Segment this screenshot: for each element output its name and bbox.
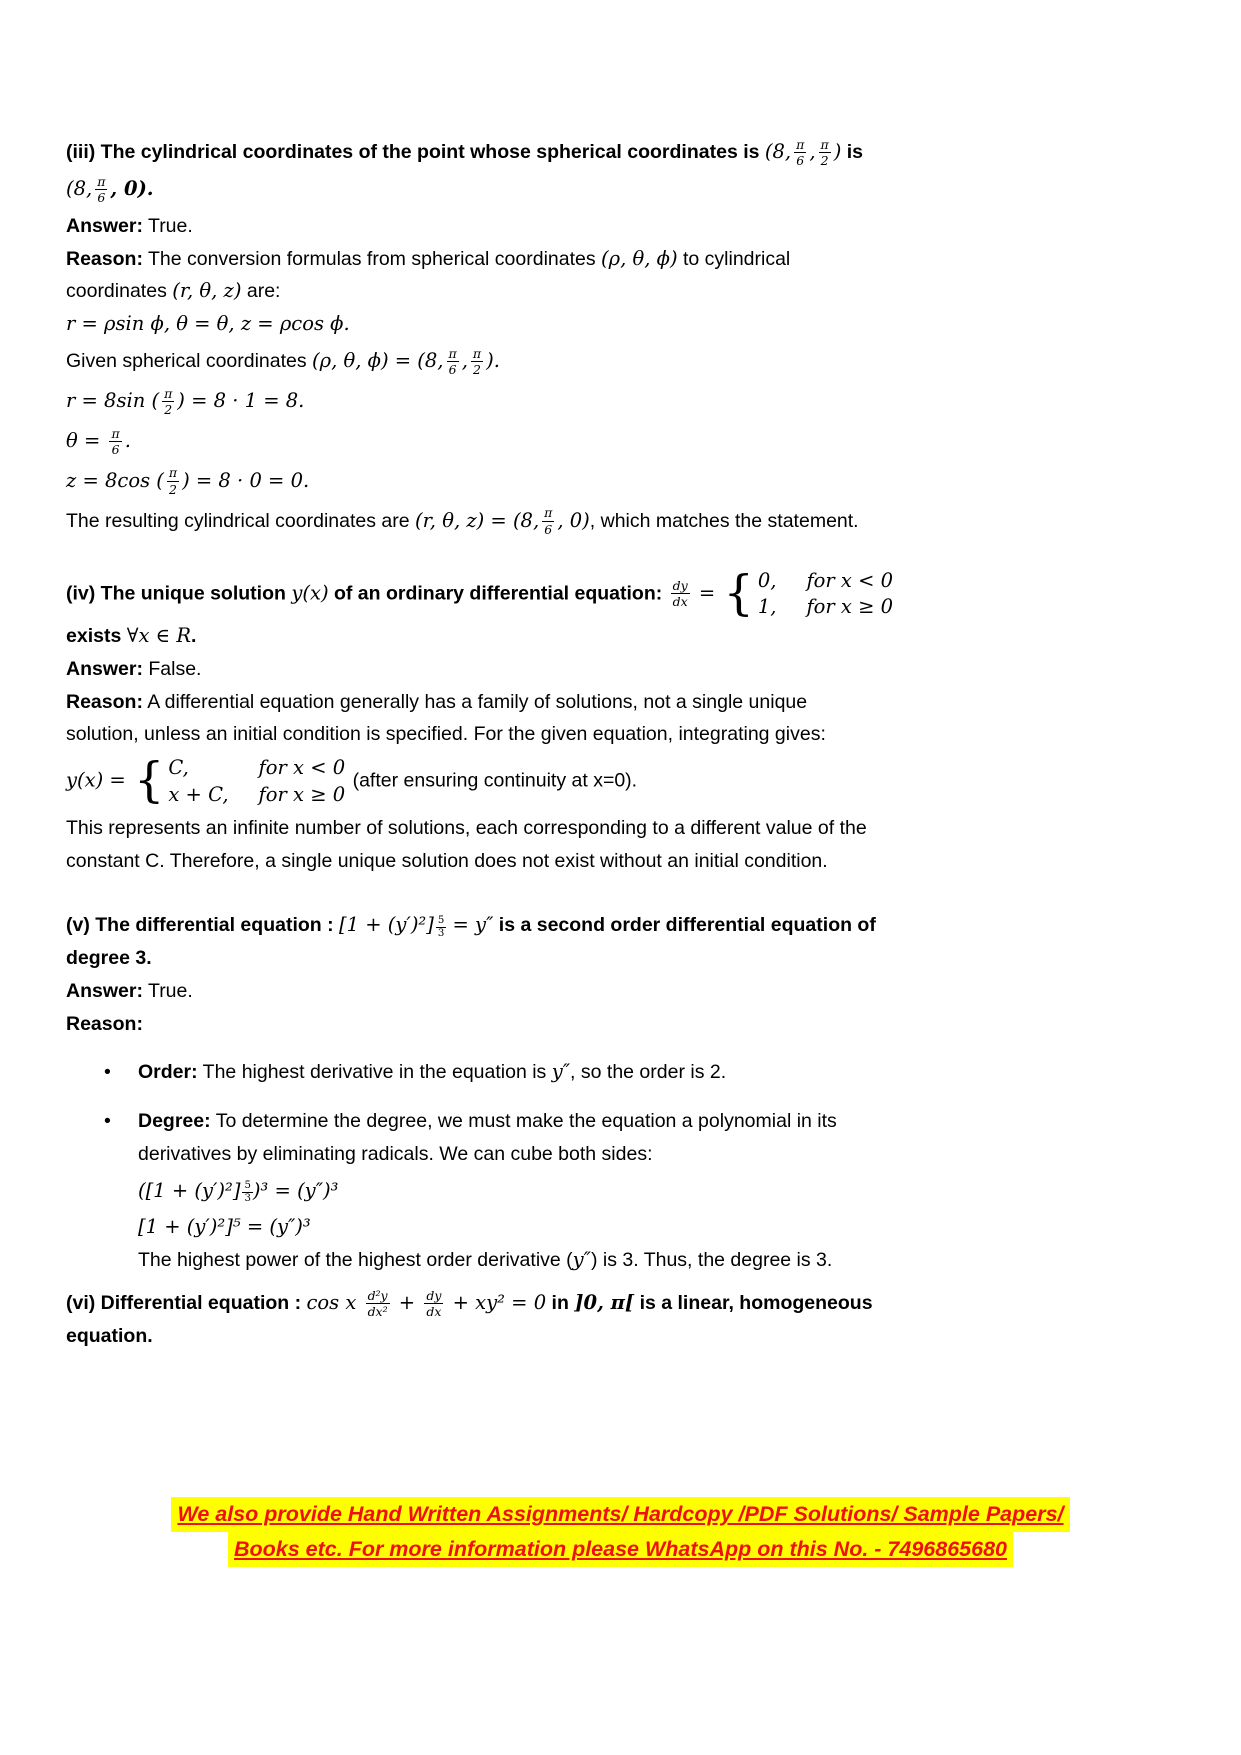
answer-value: False. — [142, 657, 202, 680]
math-expr: r = ρsin ϕ, θ = θ, z = ρcos ϕ. — [66, 312, 350, 336]
reason-text: coordinates — [66, 280, 173, 303]
math-expr: (8, — [66, 176, 93, 200]
fraction-numerator: π — [796, 136, 805, 152]
fraction-d2y-dx2 — [366, 1288, 390, 1320]
math-expr: ). — [486, 348, 500, 372]
fraction-denominator: 2 — [473, 362, 481, 378]
math-expr: (ρ, θ, ϕ) — [601, 246, 678, 270]
document-body — [66, 136, 1184, 1353]
statement-iv-line-2 — [66, 620, 1184, 653]
piecewise-function — [723, 565, 894, 621]
section-vi — [66, 1287, 1184, 1353]
fraction-pi-over-6 — [447, 346, 459, 378]
fraction-pi-over-6 — [542, 505, 554, 537]
statement-v-line-1 — [66, 909, 1184, 942]
cube-equation-2 — [138, 1211, 1184, 1244]
math-expr: = y″ — [446, 913, 494, 937]
case-condition: for x < 0 — [258, 756, 346, 780]
fraction-numerator: π — [448, 345, 457, 361]
math-expr: ([1 + (y′)²] — [138, 1178, 241, 1202]
cube-equation-1 — [138, 1175, 1184, 1208]
body-text: (after ensuring continuity at x=0). — [347, 769, 638, 792]
statement-text: (iii) The cylindrical coordinates of the point whose spherical coordinates is — [66, 141, 765, 163]
math-expr: , — [461, 348, 468, 372]
fraction-denominator: 6 — [97, 190, 106, 206]
case-value: C, — [168, 756, 189, 780]
math-expr: , — [809, 140, 816, 163]
math-expr: y(x) = — [66, 768, 132, 792]
math-expr: [1 + (y′)²] — [339, 913, 434, 937]
math-expr: y″ — [551, 1060, 571, 1084]
statement-text: is a second order differential equation of — [493, 914, 876, 937]
case-value: x + C, — [168, 782, 229, 806]
fraction-denominator: 2 — [164, 402, 173, 418]
statement-text: . — [191, 625, 197, 648]
answer-label: Answer: — [66, 657, 143, 680]
fraction-denominator: 2 — [169, 482, 177, 498]
conversion-formula — [66, 308, 1184, 341]
statement-text: exists — [66, 625, 127, 648]
fraction-denominator: 3 — [437, 927, 445, 939]
fraction-numerator: 5 — [436, 915, 446, 928]
fraction-denominator: 2 — [820, 153, 829, 169]
fraction-dy-dx — [671, 578, 690, 610]
math-expr: ∀x ∈ R — [126, 624, 191, 648]
fraction-denominator: dx — [426, 1304, 442, 1320]
fraction-numerator: π — [164, 385, 173, 401]
body-text: This represents an infinite number of solutions, each corresponding to a different value of the — [66, 816, 867, 839]
left-brace: { — [133, 753, 165, 809]
statement-text: is — [841, 141, 864, 163]
section-iv — [66, 565, 1184, 878]
fraction-numerator: dy — [426, 1287, 442, 1303]
bullet-icon: • — [104, 1061, 111, 1084]
statement-vi-line-1 — [66, 1287, 1184, 1320]
math-expr: y(x) — [291, 581, 329, 605]
fraction-numerator: π — [472, 345, 482, 361]
reason-line-1 — [66, 243, 1184, 276]
explanation-line-2 — [66, 845, 1184, 878]
math-expr: = — [692, 581, 722, 605]
reason-text: to cylindrical — [677, 247, 791, 270]
section-v — [66, 909, 1184, 1277]
body-text: The highest power of the highest order derivative ( — [138, 1249, 573, 1272]
fraction-denominator: dx — [672, 594, 688, 610]
explanation-line-1 — [66, 812, 1184, 845]
fraction-denominator: 3 — [244, 1193, 251, 1205]
fraction-pi-over-6 — [95, 174, 107, 206]
math-expr: )³ = (y″)³ — [252, 1178, 339, 1202]
answer-label: Answer: — [66, 979, 143, 1002]
body-text: Given spherical coordinates — [66, 349, 313, 372]
promo-footer — [0, 1497, 1241, 1567]
fraction-denominator: 6 — [796, 153, 805, 169]
math-expr: y″ — [572, 1248, 591, 1272]
reason-text: are: — [241, 280, 281, 303]
fraction-numerator: dy — [672, 577, 688, 593]
body-text: constant C. Therefore, a single unique solution does not exist without an initial condition. — [66, 849, 828, 872]
case-condition: for x < 0 — [806, 568, 894, 592]
fraction-denominator: dx² — [367, 1304, 388, 1320]
case-value: 0, — [757, 568, 777, 592]
fraction-dy-dx — [424, 1288, 443, 1320]
statement-text: (vi) Differential equation : — [66, 1291, 307, 1314]
answer-value: True. — [142, 979, 193, 1002]
math-expr: ) = 8 · 1 = 8. — [177, 388, 305, 412]
bullet-degree-body — [138, 1105, 1184, 1277]
bullet-degree — [104, 1105, 1184, 1277]
fraction-pi-over-2 — [471, 346, 483, 378]
degree-text: To determine the degree, we must make the equation a polynomial in its — [210, 1110, 837, 1133]
statement-text: of an ordinary differential equation: — [328, 582, 668, 605]
given-coordinates-line — [66, 345, 1184, 378]
math-expr: , 0) — [557, 508, 590, 532]
conclusion-line — [66, 505, 1184, 538]
math-expr: [1 + (y′)²]⁵ = (y″)³ — [138, 1215, 311, 1239]
cases-rows — [758, 568, 893, 621]
body-text: ) is 3. Thus, the degree is 3. — [590, 1249, 833, 1272]
fraction-pi-over-2 — [162, 386, 174, 418]
statement-text: equation. — [66, 1324, 153, 1347]
math-expr: ]0, π[ — [574, 1290, 635, 1314]
fraction-denominator: 6 — [111, 442, 120, 458]
fraction-pi-over-2 — [819, 137, 831, 169]
promo-text: We also provide Hand Written Assignments/ Hardcopy /PDF Solutions/ Sample Papers/ — [171, 1497, 1069, 1532]
piecewise-function — [134, 755, 345, 808]
cases-rows — [168, 755, 345, 808]
degree-conclusion — [138, 1244, 1184, 1277]
math-expr: r = 8sin ( — [66, 388, 160, 412]
math-expr: + — [392, 1290, 422, 1314]
math-expr: ) = 8 · 0 = 0. — [182, 468, 310, 492]
degree-line-1 — [138, 1105, 1184, 1138]
bullet-icon: • — [104, 1110, 111, 1133]
statement-text: (v) The differential equation : — [66, 914, 340, 937]
case-condition: for x ≥ 0 — [258, 782, 346, 806]
math-expr: (ρ, θ, ϕ) = (8, — [312, 348, 444, 372]
math-expr: cos x — [306, 1290, 363, 1314]
fraction-numerator: π — [544, 505, 553, 521]
solution-equation — [66, 755, 1184, 808]
statement-iv-line-1 — [66, 565, 1184, 621]
bullet-order-body — [138, 1056, 1184, 1089]
reason-label: Reason: — [66, 690, 143, 713]
answer-line — [66, 210, 1184, 243]
fraction-numerator: π — [820, 136, 829, 152]
order-text: , so the order is 2. — [570, 1061, 727, 1084]
section-iii — [66, 136, 1184, 538]
statement-text: degree 3. — [66, 947, 152, 970]
fraction-numerator: π — [97, 173, 106, 189]
statement-text: is a linear, homogeneous — [634, 1291, 873, 1314]
answer-line — [66, 653, 1184, 686]
fraction-pi-over-6 — [109, 426, 121, 458]
equation-z — [66, 465, 1184, 498]
degree-text: derivatives by eliminating radicals. We can cube both sides: — [138, 1142, 653, 1165]
math-expr: . — [124, 428, 131, 452]
bullet-order — [104, 1056, 1184, 1089]
promo-footer-line-2 — [0, 1532, 1241, 1567]
answer-line — [66, 975, 1184, 1008]
fraction-numerator: π — [111, 425, 120, 441]
fraction-numerator: 5 — [242, 1180, 252, 1193]
math-expr: z = 8cos ( — [66, 468, 164, 492]
exponent-fraction-5-3 — [436, 915, 446, 940]
equation-r — [66, 385, 1184, 418]
statement-text: (iv) The unique solution — [66, 582, 292, 605]
order-text: The highest derivative in the equation is — [197, 1061, 552, 1084]
statement-v-line-2 — [66, 942, 1184, 975]
reason-label: Reason: — [66, 247, 143, 270]
reason-text: solution, unless an initial condition is specified. For the given equation, integrating gives: — [66, 723, 826, 746]
reason-text: The conversion formulas from spherical coordinates — [142, 247, 602, 270]
degree-line-2 — [138, 1138, 1184, 1171]
math-expr: + xy² = 0 — [446, 1290, 547, 1314]
fraction-pi-over-2 — [167, 465, 179, 497]
body-text: , which matches the statement. — [589, 509, 859, 532]
answer-label: Answer: — [66, 214, 143, 237]
answer-value: True. — [142, 214, 193, 237]
case-condition: for x ≥ 0 — [806, 594, 894, 618]
fraction-numerator: d²y — [367, 1287, 388, 1303]
math-expr: ) — [833, 140, 842, 163]
statement-vi-line-2 — [66, 1320, 1184, 1353]
body-text: The resulting cylindrical coordinates are — [66, 509, 416, 532]
promo-text: Books etc. For more information please WhatsApp on this No. - 7496865680 — [228, 1532, 1013, 1567]
fraction-denominator: 6 — [448, 362, 457, 378]
fraction-denominator: 6 — [544, 521, 553, 537]
reason-line-1 — [66, 686, 1184, 719]
reason-line — [66, 1008, 1184, 1041]
math-expr: θ = — [66, 428, 107, 452]
math-expr: (r, θ, z) = (8, — [415, 508, 540, 532]
fraction-pi-over-6 — [794, 137, 806, 169]
fraction-numerator: π — [168, 465, 178, 481]
math-expr: (r, θ, z) — [172, 279, 242, 303]
case-value: 1, — [757, 594, 777, 618]
degree-label: Degree: — [138, 1110, 211, 1133]
reason-text: A differential equation generally has a family of solutions, not a single unique — [142, 690, 808, 713]
statement-iii-line-2 — [66, 173, 1184, 206]
math-expr: , 0). — [110, 176, 154, 200]
equation-theta — [66, 425, 1184, 458]
reason-line-2 — [66, 275, 1184, 308]
left-brace: { — [723, 565, 754, 621]
reason-line-2 — [66, 718, 1184, 751]
statement-text: in — [546, 1291, 575, 1314]
math-expr: (8, — [764, 140, 792, 163]
promo-footer-line-1 — [0, 1497, 1241, 1532]
exponent-fraction-5-3 — [242, 1180, 252, 1205]
reason-label: Reason: — [66, 1012, 143, 1035]
statement-iii-line-1 — [66, 136, 1184, 169]
order-label: Order: — [138, 1061, 198, 1084]
